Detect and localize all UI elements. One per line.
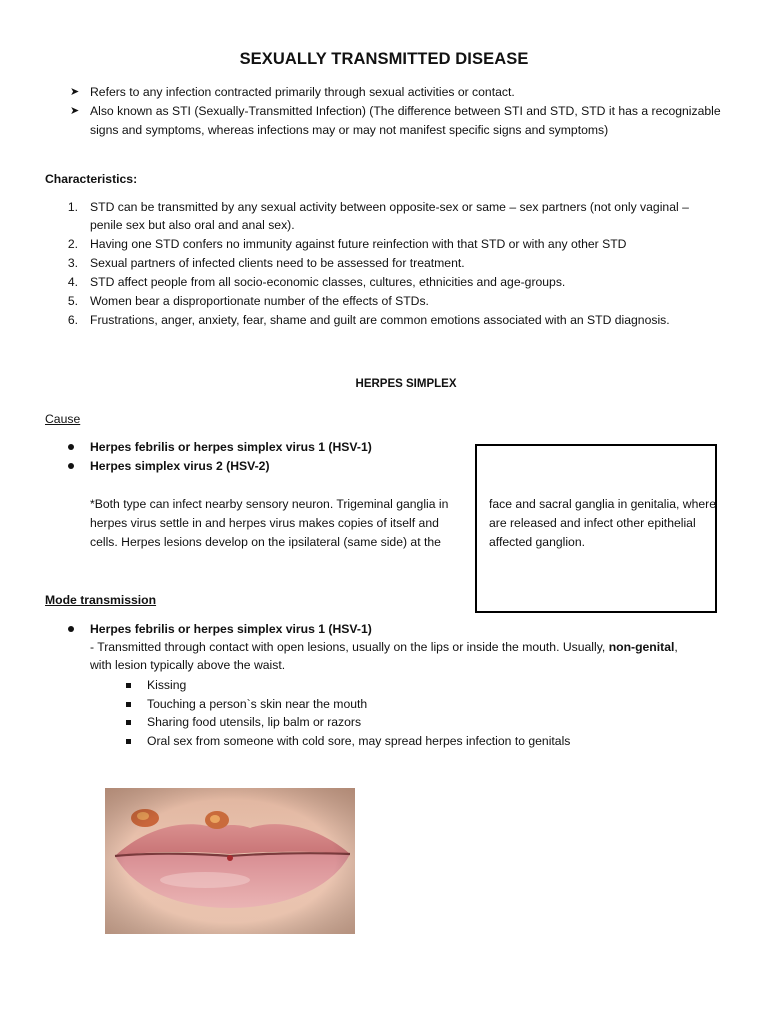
list-item: Frustrations, anger, anxiety, fear, shame and guilt are common emotions associated with an STD diagnosis. — [90, 313, 670, 327]
square-bullet-icon — [126, 683, 131, 688]
bullet-icon — [68, 463, 74, 469]
square-bullet-icon — [126, 739, 131, 744]
bullet-icon — [68, 444, 74, 450]
page-title: SEXUALLY TRANSMITTED DISEASE — [239, 50, 529, 68]
lips-photo — [105, 788, 355, 934]
list-item: penile sex but also oral and anal sex). — [90, 218, 295, 232]
bullet-icon — [68, 626, 74, 632]
intro-line: Refers to any infection contracted primarily through sexual activities or contact. — [90, 85, 515, 99]
note-text: cells. Herpes lesions develop on the ipsilateral (same side) at the — [90, 535, 441, 549]
list-item: STD affect people from all socio-economic classes, cultures, ethnicities and age-groups. — [90, 275, 566, 289]
list-number: 3. — [67, 256, 78, 270]
note-text: face and sacral ganglia in genitalia, where — [489, 497, 716, 511]
cause-item: Herpes febrilis or herpes simplex virus 1 (HSV-1) — [90, 440, 372, 454]
arrow-bullet-icon: ➤ — [70, 86, 80, 98]
list-number: 4. — [67, 275, 78, 289]
square-bullet-icon — [126, 702, 131, 707]
list-number: 5. — [67, 294, 78, 308]
list-item: Sexual partners of infected clients need to be assessed for treatment. — [90, 256, 465, 270]
mode-description — [90, 638, 678, 657]
mode-description-text: , — [674, 640, 678, 654]
mode-description-emphasis: non-genital — [608, 640, 675, 654]
list-item: STD can be transmitted by any sexual activity between opposite-sex or same – sex partners (not only vaginal – — [90, 200, 689, 214]
mode-description: with lesion typically above the waist. — [90, 658, 286, 672]
mode-item: Herpes febrilis or herpes simplex virus 1 (HSV-1) — [90, 622, 372, 636]
list-number: 6. — [67, 313, 78, 327]
sub-item: Kissing — [147, 678, 187, 692]
sub-item: Sharing food utensils, lip balm or razors — [147, 715, 362, 729]
note-text: *Both type can infect nearby sensory neuron. Trigeminal ganglia in — [90, 497, 449, 511]
square-bullet-icon — [126, 720, 131, 725]
mode-description-text: - Transmitted through contact with open lesions, usually on the lips or inside the mouth. Usually, — [90, 640, 609, 654]
intro-line: Also known as STI (Sexually-Transmitted Infection) (The difference between STI and STD, STD it has a recognizable — [90, 104, 721, 118]
list-number: 1. — [67, 200, 78, 214]
list-number: 2. — [67, 237, 78, 251]
note-text: herpes virus settle in and herpes virus makes copies of itself and — [90, 516, 439, 530]
sub-item: Oral sex from someone with cold sore, may spread herpes infection to genitals — [147, 734, 571, 748]
characteristics-heading: Characteristics: — [45, 172, 138, 186]
cause-item: Herpes simplex virus 2 (HSV-2) — [90, 459, 270, 473]
cause-heading: Cause — [45, 412, 81, 426]
list-item: Having one STD confers no immunity against future reinfection with that STD or with any other STD — [90, 237, 627, 251]
note-text: affected ganglion. — [489, 535, 586, 549]
mode-heading: Mode transmission — [45, 593, 157, 607]
note-text: are released and infect other epithelial — [489, 516, 696, 530]
sub-item: Touching a person`s skin near the mouth — [147, 697, 368, 711]
intro-line: signs and symptoms, whereas infections may or may not manifest specific signs and symptoms) — [90, 123, 609, 137]
arrow-bullet-icon: ➤ — [70, 105, 80, 117]
list-item: Women bear a disproportionate number of the effects of STDs. — [90, 294, 429, 308]
section-heading-herpes: HERPES SIMPLEX — [355, 378, 457, 390]
